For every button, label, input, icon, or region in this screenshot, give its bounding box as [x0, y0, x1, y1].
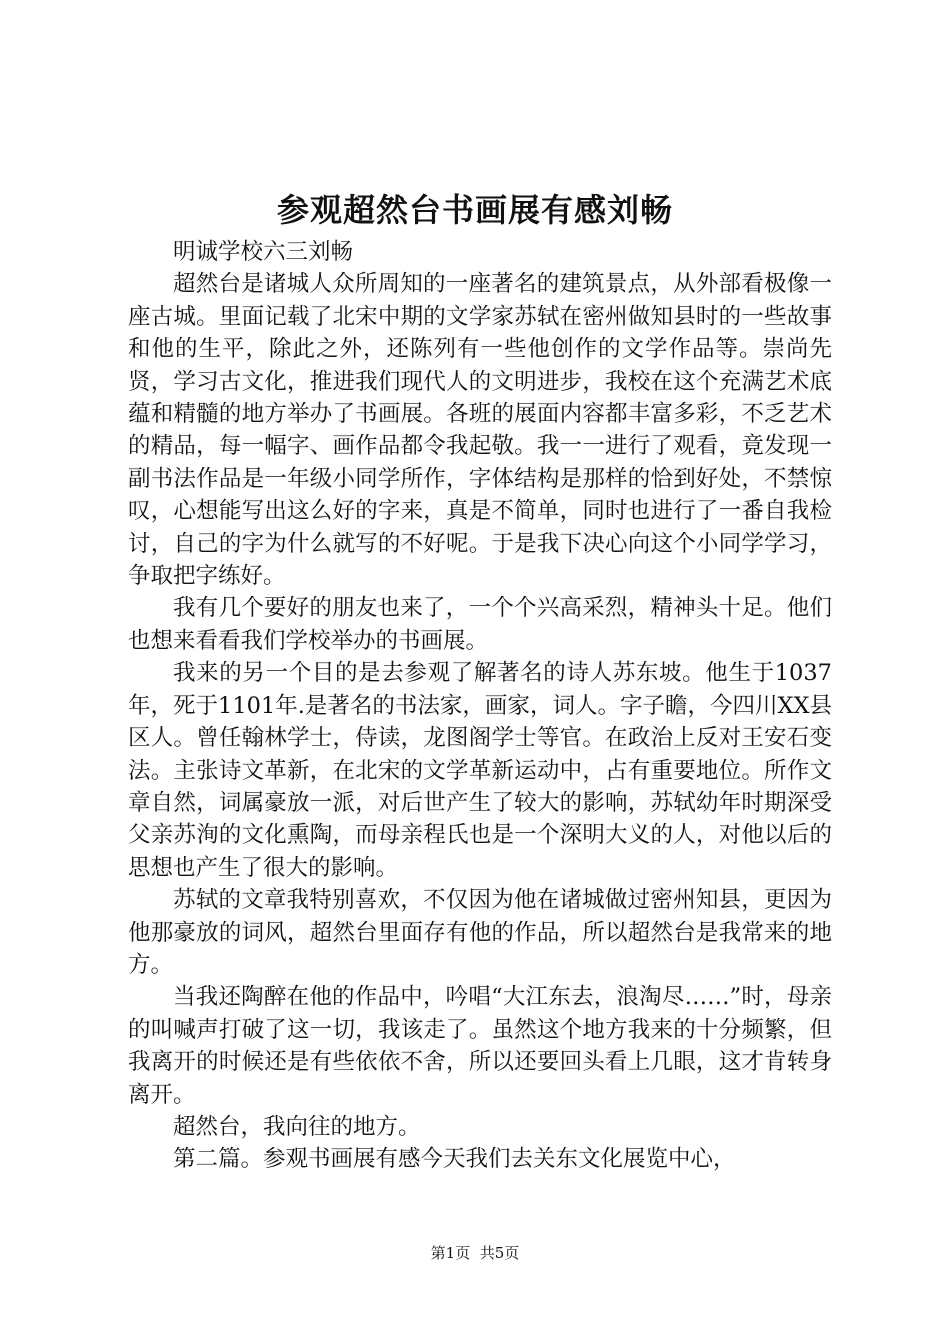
paragraph-2: 我有几个要好的朋友也来了，一个个兴高采烈，精神头十足。他们也想来看看我们学校举办的书画展。: [128, 595, 832, 654]
page-number: 第1页: [430, 1244, 471, 1262]
paragraph-7: 第二篇。参观书画展有感今天我们去关东文化展览中心，: [173, 1146, 736, 1173]
paragraph-1: 超然台是诸城人众所周知的一座著名的建筑景点，从外部看极像一座古城。里面记载了北宋中期的文学家苏轼在密州做知县时的一些故事和他的生平，除此之外，还陈列有一些他创作的文学作品等。崇尚先贤，学习古文化，推进我们现代人的文明进步，我校在这个充满艺术底蕴和精髓的地方举办了书画展。各班的展面内容都丰富多彩，不乏艺术的精品，每一幅字、画作品都令我起敬。我一一进行了观看，竟发现一副书法作品是一年级小同学所作，字体结构是那样的恰到好处，不禁惊叹，心想能写出这么好的字来，真是不简单，同时也进行了一番自我检讨，自己的字为什么就写的不好呢。于是我下决心向这个小同学学习，争取把字练好。: [128, 271, 832, 590]
author-byline: 明诚学校六三刘畅: [173, 239, 354, 265]
page-footer: [0, 1242, 950, 1264]
paragraph-3: 我来的另一个目的是去参观了解著名的诗人苏东坡。他生于1037年，死于1101年.是著名的书法家，画家，词人。字子瞻，今四川XX县区人。曾任翰林学士，侍读，龙图阁学士等官。在政治上反对王安石变法。主张诗文革新，在北宋的文学革新运动中，占有重要地位。所作文章自然，词属豪放一派，对后世产生了较大的影响，苏轼幼年时期深受父亲苏洵的文化熏陶，而母亲程氏也是一个深明大义的人，对他以后的思想也产生了很大的影响。: [128, 660, 832, 881]
paragraph-6: 超然台，我向往的地方。: [173, 1113, 421, 1140]
document-body: [128, 236, 832, 1176]
paragraph-5: 当我还陶醉在他的作品中，吟唱“大江东去，浪淘尽……”时，母亲的叫喊声打破了这一切，我该走了。虽然这个地方我来的十分频繁，但我离开的时候还是有些依依不舍，所以还要回头看上几眼，这才肯转身离开。: [128, 984, 832, 1108]
paragraph-4: 苏轼的文章我特别喜欢，不仅因为他在诸城做过密州知县，更因为他那豪放的词风，超然台里面存有他的作品，所以超然台是我常来的地方。: [128, 887, 832, 978]
page-total: 共5页: [479, 1244, 520, 1262]
document-title: 参观超然台书画展有感刘畅: [276, 191, 673, 229]
